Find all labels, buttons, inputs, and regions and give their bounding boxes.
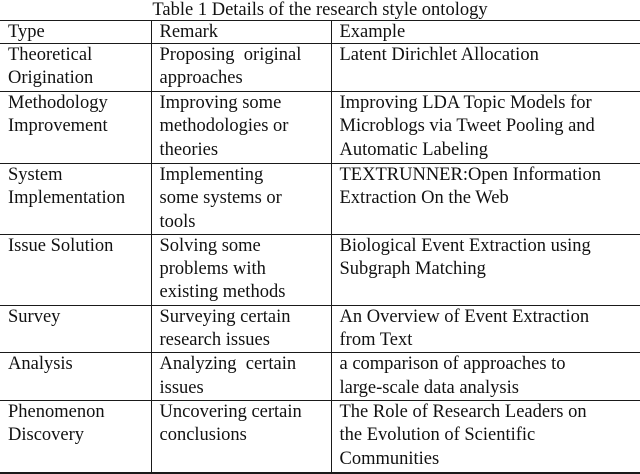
example-cell bbox=[331, 400, 640, 473]
example-text: the Evolution of Scientific bbox=[339, 425, 536, 446]
type-cell bbox=[0, 92, 151, 164]
remark-cell bbox=[151, 92, 331, 164]
example-text: from Text bbox=[339, 330, 413, 351]
type-cell bbox=[0, 353, 151, 401]
example-cell bbox=[331, 92, 640, 164]
remark-text: Proposing original bbox=[159, 45, 302, 65]
column-header-type: Type bbox=[0, 21, 151, 44]
example-text: Improving LDA Topic Models for bbox=[339, 93, 592, 113]
type-cell bbox=[0, 44, 151, 92]
table-row bbox=[0, 305, 640, 353]
example-text: An Overview of Event Extraction bbox=[339, 306, 590, 327]
remark-cell bbox=[151, 44, 331, 92]
remark-text: Analyzing certain bbox=[159, 354, 297, 375]
type-text: Issue Solution bbox=[8, 235, 114, 256]
remark-text: tools bbox=[159, 211, 196, 232]
column-header-example: Example bbox=[331, 21, 640, 44]
remark-cell bbox=[151, 305, 331, 353]
type-text: Survey bbox=[8, 306, 61, 327]
remark-text: problems with bbox=[159, 259, 266, 280]
remark-text: Surveying certain bbox=[159, 306, 291, 327]
example-text: Biological Event Extraction using bbox=[339, 235, 591, 256]
example-text: Subgraph Matching bbox=[339, 259, 486, 280]
remark-text: issues bbox=[159, 377, 204, 398]
type-text: Theoretical bbox=[8, 45, 93, 65]
example-cell bbox=[331, 353, 640, 401]
example-text: a comparison of approaches to bbox=[339, 354, 566, 375]
example-text: large-scale data analysis bbox=[339, 377, 519, 398]
table-row bbox=[0, 92, 640, 164]
type-cell bbox=[0, 164, 151, 235]
type-text: System bbox=[8, 165, 63, 185]
type-text: Phenomenon bbox=[8, 401, 105, 422]
type-text: Improvement bbox=[8, 116, 108, 137]
remark-cell bbox=[151, 353, 331, 401]
type-text: Origination bbox=[8, 68, 94, 89]
table-row bbox=[0, 164, 640, 235]
remark-cell bbox=[151, 164, 331, 235]
type-text: Implementation bbox=[8, 188, 126, 209]
remark-text: some systems or bbox=[159, 188, 282, 209]
remark-text: approaches bbox=[159, 68, 243, 89]
remark-text: methodologies or bbox=[159, 116, 289, 137]
table-row bbox=[0, 44, 640, 92]
remark-text: theories bbox=[159, 139, 219, 160]
table-row bbox=[0, 234, 640, 305]
example-text: Extraction On the Web bbox=[339, 188, 509, 209]
remark-text: Improving some bbox=[159, 93, 282, 113]
type-cell bbox=[0, 234, 151, 305]
remark-text: Implementing bbox=[159, 165, 264, 185]
type-text: Analysis bbox=[8, 354, 73, 375]
remark-cell bbox=[151, 400, 331, 473]
example-text: The Role of Research Leaders on bbox=[339, 401, 587, 422]
table-row bbox=[0, 400, 640, 473]
type-cell bbox=[0, 305, 151, 353]
type-text: Methodology bbox=[8, 93, 108, 113]
example-cell bbox=[331, 234, 640, 305]
example-text: Automatic Labeling bbox=[339, 139, 488, 160]
type-text: Discovery bbox=[8, 425, 85, 446]
research-style-ontology-table bbox=[0, 20, 640, 474]
example-text: Latent Dirichlet Allocation bbox=[339, 45, 539, 65]
remark-cell bbox=[151, 234, 331, 305]
remark-text: existing methods bbox=[159, 282, 286, 303]
remark-text: Uncovering certain bbox=[159, 401, 302, 422]
column-header-remark: Remark bbox=[151, 21, 331, 44]
example-cell bbox=[331, 164, 640, 235]
remark-text: research issues bbox=[159, 330, 270, 351]
example-text: TEXTRUNNER:Open Information bbox=[339, 165, 602, 185]
example-text: Microblogs via Tweet Pooling and bbox=[339, 116, 595, 137]
example-cell bbox=[331, 44, 640, 92]
type-cell bbox=[0, 400, 151, 473]
remark-text: Solving some bbox=[159, 235, 261, 256]
table-caption: Table 1 Details of the research style ontology bbox=[152, 0, 488, 20]
table-header-row bbox=[0, 21, 640, 44]
remark-text: conclusions bbox=[159, 425, 247, 446]
example-cell bbox=[331, 305, 640, 353]
example-text: Communities bbox=[339, 448, 440, 469]
table-row bbox=[0, 353, 640, 401]
